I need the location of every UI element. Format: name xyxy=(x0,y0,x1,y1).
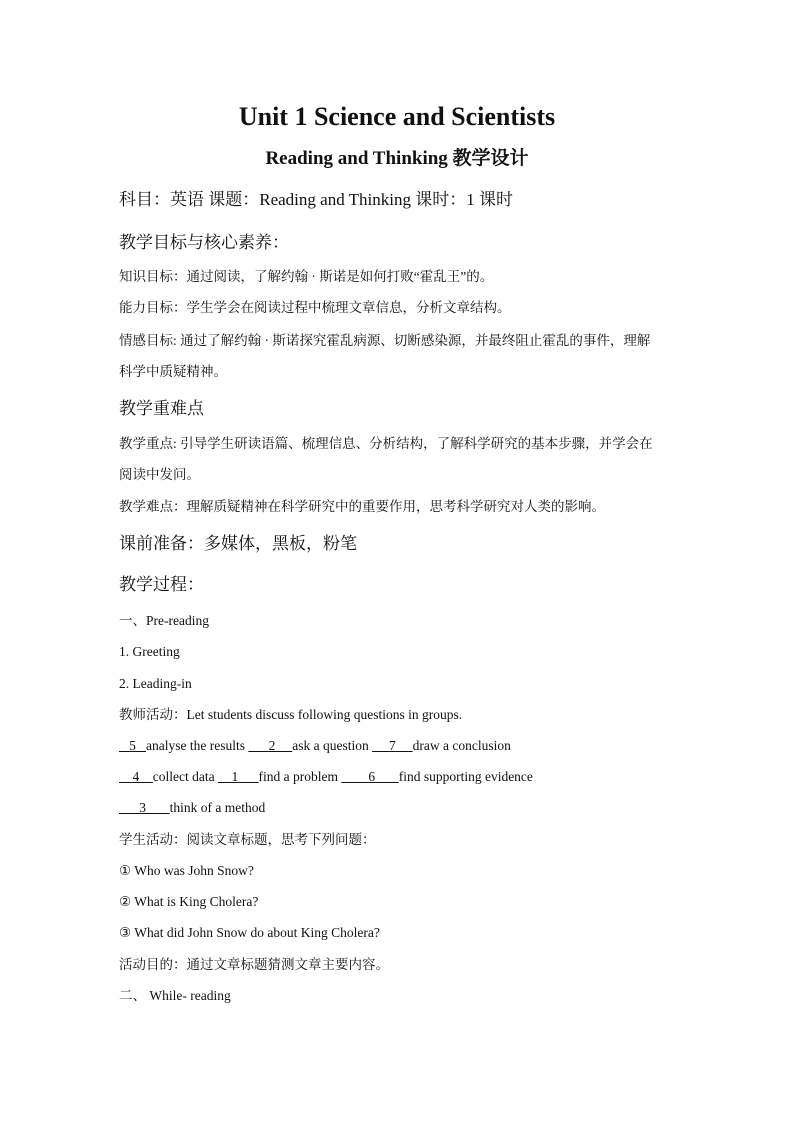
teacher-activity: 教师活动：Let students discuss following questions in groups. xyxy=(119,707,463,722)
emotion-objective-line-1: 情感目标: 通过了解约翰 · 斯诺探究霍乱病源、切断感染源，并最终阻止霍乱的事件，理解 xyxy=(119,333,651,348)
blank-answer: 1 xyxy=(231,769,239,784)
blank-answer: 7 xyxy=(388,738,396,753)
document-title: Unit 1 Science and Scientists xyxy=(238,102,556,131)
course-info-line: 科目：英语 课题：Reading and Thinking 课时：1 课时 xyxy=(119,190,513,209)
blank-answer: 2 xyxy=(268,738,276,753)
question-text: Who was John Snow? xyxy=(134,863,254,878)
question-number: ③ xyxy=(119,925,132,940)
teaching-focus-line-1: 教学重点: 引导学生研读语篇、梳理信息、分析结构，了解科学研究的基本步骤，并学会在 xyxy=(119,436,653,451)
step-leading-in: 2. Leading-in xyxy=(119,676,192,691)
ordering-row-1 xyxy=(119,736,689,756)
teaching-focus-line-2: 阅读中发问。 xyxy=(119,467,200,482)
question-text: What is King Cholera? xyxy=(134,894,259,909)
blank-answer: 5 xyxy=(129,738,136,753)
ordering-item: think of a method xyxy=(169,800,266,815)
blank-answer: 6 xyxy=(368,769,376,784)
section-pre-reading: 一、Pre-reading xyxy=(119,613,209,628)
ordering-row-2 xyxy=(119,767,689,787)
ordering-item: ask a question xyxy=(292,738,369,753)
question-number: ② xyxy=(119,894,132,909)
emotion-objective-line-2: 科学中质疑精神。 xyxy=(119,364,227,379)
question-3 xyxy=(119,923,689,943)
question-1 xyxy=(119,861,689,881)
section-while-reading: 二、 While- reading xyxy=(119,988,231,1003)
blank-answer: 4 xyxy=(132,769,140,784)
blank-answer: 3 xyxy=(139,800,146,815)
class-preparation: 课前准备：多媒体，黑板，粉笔 xyxy=(119,534,357,553)
question-text: What did John Snow do about King Cholera? xyxy=(134,925,380,940)
ordering-item: find supporting evidence xyxy=(398,769,533,784)
knowledge-objective: 知识目标：通过阅读，了解约翰 · 斯诺是如何打败“霍乱王”的。 xyxy=(119,269,494,284)
student-activity: 学生活动：阅读文章标题，思考下列问题： xyxy=(119,832,376,847)
objectives-heading: 教学目标与核心素养： xyxy=(119,233,289,252)
key-points-heading: 教学重难点 xyxy=(119,399,204,418)
ordering-item: find a problem xyxy=(258,769,338,784)
ordering-item: analyse the results xyxy=(146,738,245,753)
activity-purpose: 活动目的：通过文章标题猜测文章主要内容。 xyxy=(119,957,389,972)
ordering-item: collect data xyxy=(152,769,215,784)
step-greeting: 1. Greeting xyxy=(119,644,180,659)
teaching-difficulty: 教学难点：理解质疑精神在科学研究中的重要作用，思考科学研究对人类的影响。 xyxy=(119,499,605,514)
ordering-item: draw a conclusion xyxy=(412,738,511,753)
process-heading: 教学过程： xyxy=(119,575,204,594)
ability-objective: 能力目标：学生学会在阅读过程中梳理文章信息，分析文章结构。 xyxy=(119,300,511,315)
document-subtitle: Reading and Thinking 教学设计 xyxy=(265,148,529,169)
question-2 xyxy=(119,892,689,912)
ordering-row-3 xyxy=(119,798,689,818)
question-number: ① xyxy=(119,863,132,878)
